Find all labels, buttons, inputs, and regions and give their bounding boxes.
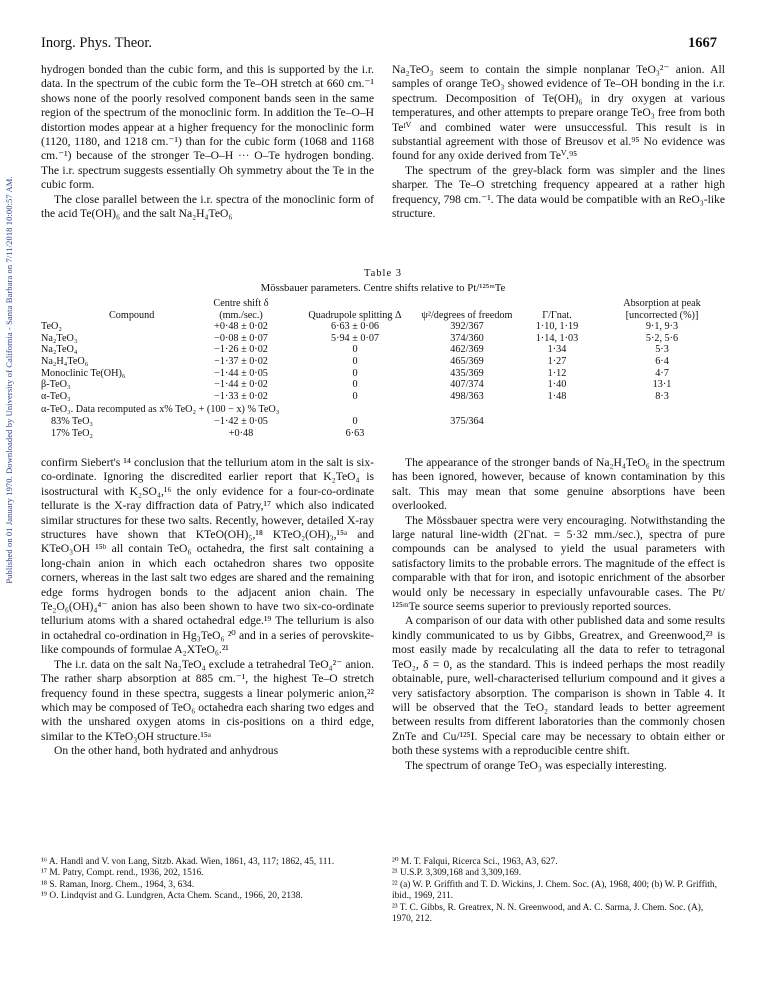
table-cell-gamma: 1·34 [547, 344, 567, 356]
paragraph: The Mössbauer spectra were very encouraging. Notwithstanding the large natural line-width (2Γnat. = 5·32 mm./sec.), spectra of pure compounds can be analysed to yield the usual parameters with satisfactory limits to the probable errors. The magnitude of the effect is comparable with that for iron, and isotopic enrichment of the absorber would only be necessary in especially unfavourable cases. The Pt/¹²⁵ᵐTe source seems superior to previously reported sources. [392, 513, 725, 614]
table-cell-shift: −1·42 ± 0·05 [214, 415, 268, 427]
footnote: ²³ T. C. Gibbs, R. Greatrex, N. N. Greenwood, and A. C. Sarma, J. Chem. Soc. (A), 1970, 212. [392, 902, 704, 925]
table-cell-shift: −1·37 ± 0·02 [214, 355, 268, 367]
column-header-compound: Compound [109, 309, 155, 321]
table-cell-compound: Na₂H₄TeO₆ [41, 355, 89, 367]
footnote: ¹⁶ A. Handl and V. von Lang, Sitzb. Akad. Wien, 1861, 43, 117; 1862, 45, 111. [41, 857, 335, 867]
table-row [41, 428, 725, 440]
table-cell-compound: TeO₂ [41, 321, 62, 333]
table-cell-absorption: 8·3 [655, 390, 669, 402]
table-cell-dof: 465/369 [450, 355, 484, 367]
table-cell-absorption: 9·1, 9·3 [645, 321, 679, 333]
paragraph: The spectrum of the grey-black form was simpler and the lines sharper. The Te–O stretching frequency appeared at a rather high frequency, 798 cm.⁻¹. The data would be compatible with an ReO₃-like structure. [392, 163, 725, 221]
table-cell-compound: 17% TeO₂ [51, 427, 93, 439]
table-cell-quad: 0 [352, 344, 358, 356]
page-number: 1667 [688, 35, 717, 51]
table-cell-compound: 83% TeO₃ [51, 415, 93, 427]
footnotes-left [41, 857, 374, 903]
table-cell-dof [419, 428, 515, 440]
table-cell-quad: 0 [352, 390, 358, 402]
table-row [41, 416, 725, 428]
footnote: ²² (a) W. P. Griffith and T. D. Wickins, J. Chem. Soc. (A), 1968, 400; (b) W. P. Griffith, ibid., 1969, 211. [392, 879, 717, 902]
text-column-bottom-right [392, 456, 725, 851]
table-row [41, 333, 725, 345]
table-cell-dof: 435/369 [450, 367, 484, 379]
table-cell-absorption: 6·4 [655, 355, 669, 367]
table-cell-gamma [515, 416, 599, 428]
mossbauer-table [41, 268, 725, 454]
table-cell-quad: 0 [352, 379, 358, 391]
table-note-row [41, 402, 725, 416]
table-caption: Mössbauer parameters. Centre shifts relative to Pt/¹²⁵ᵐTe [260, 282, 506, 294]
paragraph: The spectrum of orange TeO₃ was especially interesting. [405, 758, 667, 772]
paragraph: Na₂TeO₃ seem to contain the simple nonplanar TeO₃²⁻ anion. All samples of orange TeO₃ showed evidence of Te–OH bonding in the i.r. spectrum. Decomposition of Te(OH)₆ in dry oxygen at various temperatures, and other attempts to prepare orange TeO₃ free from both Teᴵⱽ and combined water were unsuccessful. This result is in substantial agreement with those of Breusov et al.⁹⁵ No evidence was found for any oxide derived from Teⱽ.⁹⁵ [392, 63, 725, 163]
table-cell-compound: α-TeO₃ [41, 390, 71, 402]
column-header-linewidth: Γ/Γnat. [542, 309, 572, 321]
paragraph: A comparison of our data with other published data and some results kindly communicated to us by Gibbs, Greatrex, and Greenwood,²³ is most easily made by recalculating all the data to refer to tetragonal TeO₂, δ = 0, as the standard. This is indeed perhaps the most readily obtainable, pure, well-characterised tellurium compound and it gives a very satisfactory absorption. The comparison is shown in Table 4. It will be observed that the TeO₂ standard leads to better agreement between results from different laboratories than the commonly chosen ZnTe and Cu/¹²⁵I. Special care may be necessary to obtain either or both these systems with a reproducible centre shift. [392, 614, 725, 758]
text-column-bottom-left [41, 456, 374, 851]
journal-section-title: Inorg. Phys. Theor. [41, 35, 153, 51]
table-cell-absorption: 5·3 [655, 344, 669, 356]
table-cell-gamma [515, 428, 599, 440]
table-row [41, 356, 725, 368]
table-cell-absorption [599, 416, 725, 428]
table-cell-shift: −1·33 ± 0·02 [214, 390, 268, 402]
table-cell-compound: β-TeO₃ [41, 379, 71, 391]
table-recompute-note: α-TeO₃. Data recomputed as x% TeO₂ + (100 − x) % TeO₃ [41, 404, 280, 416]
paragraph: hydrogen bonded than the cubic form, and this is supported by the i.r. data. In the spectrum of the cubic form the Te–OH stretch at 660 cm.⁻¹ shows none of the poorly resolved component bands seen in the same region of the spectrum of the monoclinic form. In addition the Te–O–H distortion modes appear at a higher frequency for the monoclinic form (1120, 1180, and 1218 cm.⁻¹) than for the cubic form (1068 and 1168 cm.⁻¹) because of the stronger Te–O–H ··· O–Te hydrogen bonding. The i.r. spectrum suggests essentially Oh symmetry about the Te in the cubic form. [41, 63, 374, 192]
table-cell-shift: −1·44 ± 0·05 [214, 367, 268, 379]
column-header-degrees-of-freedom: ψ²/degrees of freedom [421, 309, 513, 321]
paragraph: On the other hand, both hydrated and anhydrous [54, 744, 279, 758]
table-cell-absorption [599, 428, 725, 440]
footnote: ¹⁹ O. Lindqvist and G. Lundgren, Acta Chem. Scand., 1966, 20, 2138. [41, 891, 303, 902]
table-grid [41, 298, 725, 439]
table-cell-shift: −1·26 ± 0·02 [214, 344, 268, 356]
column-header-quadrupole: Quadrupole splitting Δ [308, 309, 402, 321]
table-row [41, 391, 725, 403]
column-header-centre-shift: Centre shift δ (mm./sec.) [213, 298, 269, 321]
table-cell-gamma: 1·27 [547, 355, 567, 367]
footnote: ¹⁸ S. Raman, Inorg. Chem., 1964, 3, 634. [41, 879, 195, 890]
text-column-top-left [41, 63, 374, 268]
table-cell-quad: 6·63 [345, 427, 365, 439]
paragraph: The appearance of the stronger bands of Na₂H₄TeO₆ in the spectrum has been ignored, however, because of known contamination by this salt. This may mean that some genuine absorptions have been overlooked. [392, 456, 725, 513]
table-cell-compound: Na₂TeO₄ [41, 344, 78, 356]
table-cell-dof: 392/367 [450, 321, 484, 333]
table-cell-gamma: 1·14, 1·03 [535, 332, 579, 344]
footnote: ²¹ U.S.P. 3,309,168 and 3,309,169. [392, 868, 522, 879]
table-cell-quad: 0 [352, 355, 358, 367]
table-cell-compound: Monoclinic Te(OH)₆ [41, 367, 126, 379]
paragraph: confirm Siebert's ¹⁴ conclusion that the tellurium atom in the salt is six-co-ordinate. Ignoring the discredited earlier report that K₂TeO₄ is isostructural with K₂SO₄,¹⁶ the only evidence for a four-co-ordinate tellurate is the X-ray diffraction data of Patry,¹⁷ which also indicated similar structures for these two salts. Recently, however, detailed X-ray structures have shown that KTeO(OH)₅,¹⁸ KTeO₂(OH)₃,¹⁵ᵃ and KTeO₃OH ¹⁵ᵇ all contain TeO₆ octahedra, the first salt containing a long-chain anion in which each octahedron shares two opposite corners, whereas in the last salt two edges are shared and the remaining edge forms hydrogen bonds to the adjacent anion chain. The Te₂O₆(OH)₄⁴⁻ anion has also been shown to have two six-co-ordinate tellurium atoms with a shared octahedral edge.¹⁹ The tellurium is also in octahedral co-ordination in Hg₃TeO₆ ²⁰ and in a series of perovskite-like compounds of formulae A₂XTeO₆.²¹ [41, 456, 374, 657]
paragraph: The i.r. data on the salt Na₂TeO₄ exclude a tetrahedral TeO₄²⁻ anion. The rather sharp absorption at 885 cm.⁻¹, the highest Te–O stretch frequency found in these spectra, suggests a linear polymeric anion,²² which may be composed of TeO₆ octahedra each sharing two edges and with the unshared oxygen atoms in cis-positions on a third edge, similar to the KTeO₃OH structure.¹⁵ᵃ [41, 657, 374, 743]
table-cell-shift: +0·48 [228, 427, 254, 439]
table-cell-dof: 375/364 [450, 415, 484, 427]
table-cell-shift: +0·48 ± 0·02 [214, 321, 268, 333]
table-cell-gamma: 1·10, 1·19 [535, 321, 579, 333]
table-cell-absorption: 4·7 [655, 367, 669, 379]
download-watermark-text: Published on 01 January 1970. Downloaded by University of California - Santa Barbara on 7/11/2018 10:00:57 AM. [4, 176, 14, 584]
table-cell-shift: −0·08 ± 0·07 [214, 332, 268, 344]
table-cell-absorption: 5·2, 5·6 [645, 332, 679, 344]
table-cell-quad: 0 [352, 415, 358, 427]
text-column-top-right [392, 63, 725, 268]
table-cell-quad: 0 [352, 367, 358, 379]
table-title: Table 3 [363, 268, 403, 279]
footnote: ¹⁷ M. Patry, Compt. rend., 1936, 202, 1516. [41, 868, 204, 879]
table-row [41, 344, 725, 356]
column-header-absorption: Absorption at peak [uncorrected (%)] [623, 298, 701, 321]
running-header [41, 35, 717, 55]
table-cell-gamma: 1·48 [547, 390, 567, 402]
table-cell-shift: −1·44 ± 0·02 [214, 379, 268, 391]
footnotes-right [392, 857, 725, 925]
table-cell-quad: 6·63 ± 0·06 [330, 321, 380, 333]
table-cell-dof: 498/363 [450, 390, 484, 402]
table-cell-gamma: 1·12 [547, 367, 567, 379]
table-cell-gamma: 1·40 [547, 379, 567, 391]
table-row [41, 368, 725, 380]
table-row [41, 321, 725, 333]
table-cell-dof: 407/374 [450, 379, 484, 391]
table-cell-quad: 5·94 ± 0·07 [330, 332, 380, 344]
table-header-row [41, 298, 725, 321]
download-watermark [2, 60, 16, 700]
paragraph: The close parallel between the i.r. spectra of the monoclinic form of the acid Te(OH)₆ and the salt Na₂H₄TeO₆ [41, 192, 374, 221]
table-cell-compound: Na₂TeO₃ [41, 332, 78, 344]
table-cell-absorption: 13·1 [652, 379, 672, 391]
footnote: ²⁰ M. T. Falqui, Ricerca Sci., 1963, A3, 627. [392, 857, 558, 867]
table-cell-dof: 374/360 [450, 332, 484, 344]
table-row [41, 379, 725, 391]
table-cell-dof: 462/369 [450, 344, 484, 356]
